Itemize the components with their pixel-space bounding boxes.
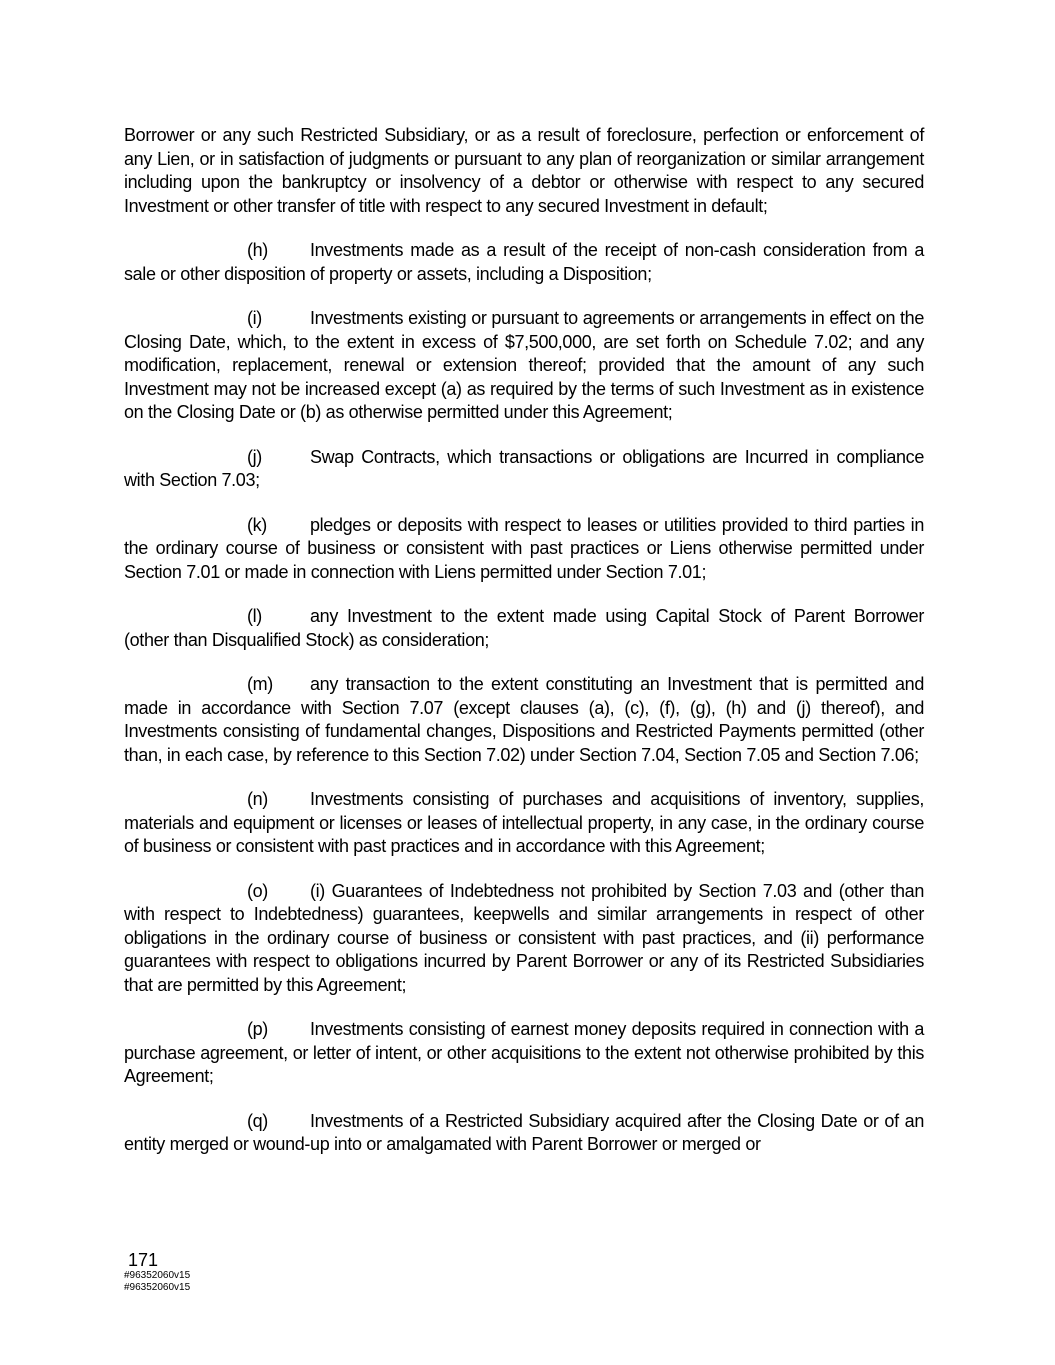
clause-label: (k) xyxy=(247,514,267,535)
page-number: 171 xyxy=(128,1250,159,1270)
clause-text: Swap Contracts, which transactions or obligations are Incurred in compliance with Section 7.03; xyxy=(124,446,924,490)
clause-text: (i) Guarantees of Indebtedness not prohibited by Section 7.03 and (other than with respect to Indebtedness) guarantees, keepwells and similar arrangements in respect of other obligations in the ordinary course of business or consistent with past practices, and (ii) performance guarantees with respect to obligations incurred by Parent Borrower or any of its Restricted Subsidiaries that are permitted by this Agreement; xyxy=(124,880,924,995)
clause-text: Investments consisting of purchases and acquisitions of inventory, supplies, materials and equipment or licenses or leases of intellectual property, in any case, in the ordinary course of business or consistent with past practices and in accordance with this Agreement; xyxy=(124,789,924,856)
clause-label: (h) xyxy=(247,240,268,260)
document-id: #96352060v15 xyxy=(124,1270,191,1281)
clause-k xyxy=(124,514,924,585)
clause-text: Investments of a Restricted Subsidiary acquired after the Closing Date or of an entity merged or wound-up into or amalgamated with Parent Borrower or merged or xyxy=(124,1110,924,1154)
clause-label: (n) xyxy=(247,789,268,809)
clause-o xyxy=(124,880,924,998)
page-footer xyxy=(124,1250,190,1294)
intro-paragraph: Borrower or any such Restricted Subsidiary, or as a result of foreclosure, perfection or enforcement of any Lien, or in satisfaction of judgments or pursuant to any plan of reorganization or similar arrangement including upon the bankruptcy or insolvency of a debtor or otherwise with respect to any secured Investment or other transfer of title with respect to any secured Investment in default; xyxy=(124,125,924,216)
clause-label: (q) xyxy=(247,1110,268,1131)
clause-text: Investments consisting of earnest money deposits required in connection with a purchase agreement, or letter of intent, or other acquisitions to the extent not otherwise prohibited by this Agreement; xyxy=(124,1019,924,1086)
clause-label: (j) xyxy=(247,446,262,467)
clause-label: (o) xyxy=(247,880,268,901)
clause-j xyxy=(124,446,924,493)
clause-text: any transaction to the extent constituting an Investment that is permitted and made in accordance with Section 7.07 (except clauses (a), (c), (f), (g), (h) and (j) thereof), and Investments consisting of fundamental changes, Dispositions and Restricted Payments permitted (other than, in each case, by reference to this Section 7.02) under Section 7.04, Section 7.05 and Section 7.06; xyxy=(124,674,924,765)
clause-n xyxy=(124,788,924,859)
clause-label: (m) xyxy=(247,674,273,694)
clause-h xyxy=(124,239,924,286)
clause-text: Investments existing or pursuant to agreements or arrangements in effect on the Closing Date, which, to the extent in excess of $7,500,000, are set forth on Schedule 7.02; and any modification, replacement, renewal or extension thereof; provided that the amount of any such Investment may not be increased except (a) as required by the terms of such Investment as in existence on the Closing Date or (b) as otherwise permitted under this Agreement; xyxy=(124,308,924,422)
clause-label: (i) xyxy=(247,308,262,328)
clause-q xyxy=(124,1110,924,1157)
clause-text: any Investment to the extent made using Capital Stock of Parent Borrower (other than Disqualified Stock) as consideration; xyxy=(124,606,924,650)
clause-label: (p) xyxy=(247,1019,268,1039)
clause-m xyxy=(124,673,924,767)
clause-p xyxy=(124,1018,924,1089)
clause-i xyxy=(124,307,924,425)
document-id: #96352060v15 xyxy=(124,1282,191,1293)
clause-label: (l) xyxy=(247,606,262,626)
document-body xyxy=(124,124,924,1178)
clause-text: pledges or deposits with respect to leases or utilities provided to third parties in the ordinary course of business or consistent with past practices or Liens otherwise permitted under Section 7.01 or made in connection with Liens permitted under Section 7.01; xyxy=(124,514,924,582)
clause-text: Investments made as a result of the receipt of non-cash consideration from a sale or other disposition of property or assets, including a Disposition; xyxy=(124,240,924,284)
clause-l xyxy=(124,605,924,652)
